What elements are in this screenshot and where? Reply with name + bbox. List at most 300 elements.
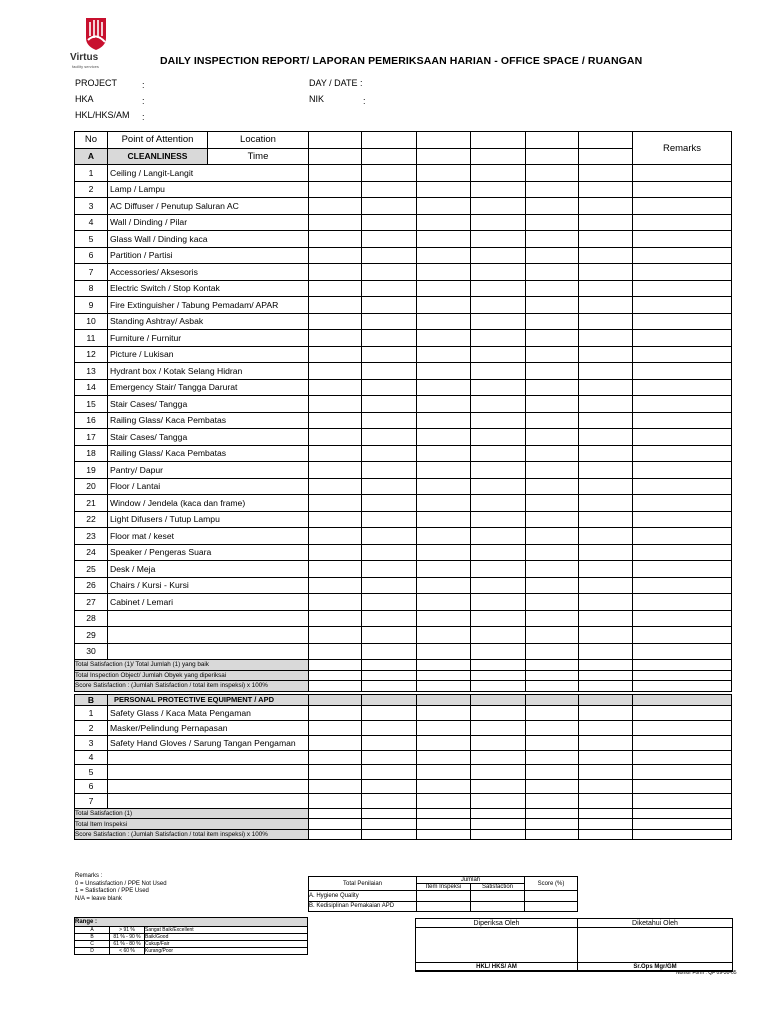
check-cell[interactable]: [417, 264, 471, 281]
check-cell[interactable]: [526, 819, 579, 830]
check-cell[interactable]: [471, 264, 526, 281]
check-cell[interactable]: [417, 779, 471, 794]
check-cell[interactable]: [633, 528, 732, 545]
check-cell[interactable]: [633, 313, 732, 330]
check-cell[interactable]: [417, 544, 471, 561]
check-cell[interactable]: [633, 660, 732, 671]
check-cell[interactable]: [526, 379, 579, 396]
check-cell[interactable]: [526, 577, 579, 594]
check-cell[interactable]: [633, 735, 732, 750]
check-cell[interactable]: [309, 735, 362, 750]
check-cell[interactable]: [526, 750, 579, 765]
check-cell[interactable]: [633, 594, 732, 611]
check-cell[interactable]: [417, 660, 471, 671]
check-cell[interactable]: [633, 379, 732, 396]
check-cell[interactable]: [417, 681, 471, 692]
check-cell[interactable]: [309, 561, 362, 578]
check-cell[interactable]: [526, 660, 579, 671]
check-cell[interactable]: [309, 363, 362, 380]
check-cell[interactable]: [417, 181, 471, 198]
check-cell[interactable]: [309, 544, 362, 561]
check-cell[interactable]: [471, 412, 526, 429]
check-cell[interactable]: [633, 511, 732, 528]
check-cell[interactable]: [579, 231, 633, 248]
check-cell[interactable]: [471, 495, 526, 512]
check-cell[interactable]: [417, 829, 471, 840]
check-cell[interactable]: [309, 681, 362, 692]
check-cell[interactable]: [579, 765, 633, 780]
check-cell[interactable]: [526, 165, 579, 182]
check-cell[interactable]: [362, 794, 417, 809]
check-cell[interactable]: [417, 346, 471, 363]
check-cell[interactable]: [579, 495, 633, 512]
check-cell[interactable]: [471, 511, 526, 528]
check-cell[interactable]: [471, 808, 526, 819]
check-cell[interactable]: [417, 313, 471, 330]
check-cell[interactable]: [633, 396, 732, 413]
check-cell[interactable]: [633, 363, 732, 380]
check-cell[interactable]: [579, 829, 633, 840]
check-cell[interactable]: [526, 264, 579, 281]
check-cell[interactable]: [633, 198, 732, 215]
check-cell[interactable]: [633, 445, 732, 462]
check-cell[interactable]: [417, 478, 471, 495]
check-cell[interactable]: [526, 429, 579, 446]
check-cell[interactable]: [362, 264, 417, 281]
check-cell[interactable]: [309, 445, 362, 462]
check-cell[interactable]: [633, 544, 732, 561]
check-cell[interactable]: [417, 297, 471, 314]
check-cell[interactable]: [362, 445, 417, 462]
check-cell[interactable]: [526, 643, 579, 660]
check-cell[interactable]: [579, 750, 633, 765]
check-cell[interactable]: [471, 829, 526, 840]
check-cell[interactable]: [526, 445, 579, 462]
check-cell[interactable]: [579, 819, 633, 830]
check-cell[interactable]: [417, 627, 471, 644]
check-cell[interactable]: [362, 396, 417, 413]
check-cell[interactable]: [633, 577, 732, 594]
check-cell[interactable]: [362, 627, 417, 644]
check-cell[interactable]: [633, 627, 732, 644]
check-cell[interactable]: [633, 610, 732, 627]
check-cell[interactable]: [526, 735, 579, 750]
check-cell[interactable]: [362, 808, 417, 819]
check-cell[interactable]: [362, 511, 417, 528]
check-cell[interactable]: [579, 280, 633, 297]
check-cell[interactable]: [633, 829, 732, 840]
time-slot-3[interactable]: [417, 132, 471, 149]
check-cell[interactable]: [362, 478, 417, 495]
check-cell[interactable]: [417, 280, 471, 297]
check-cell[interactable]: [417, 396, 471, 413]
check-cell[interactable]: [471, 544, 526, 561]
check-cell[interactable]: [579, 198, 633, 215]
check-cell[interactable]: [417, 379, 471, 396]
check-cell[interactable]: [362, 735, 417, 750]
check-cell[interactable]: [362, 750, 417, 765]
check-cell[interactable]: [579, 808, 633, 819]
check-cell[interactable]: [579, 681, 633, 692]
check-cell[interactable]: [633, 412, 732, 429]
check-cell[interactable]: [309, 346, 362, 363]
check-cell[interactable]: [362, 779, 417, 794]
check-cell[interactable]: [362, 297, 417, 314]
check-cell[interactable]: [417, 495, 471, 512]
check-cell[interactable]: [362, 181, 417, 198]
check-cell[interactable]: [309, 829, 362, 840]
check-cell[interactable]: [309, 670, 362, 681]
check-cell[interactable]: [362, 247, 417, 264]
check-cell[interactable]: [362, 705, 417, 720]
check-cell[interactable]: [526, 594, 579, 611]
check-cell[interactable]: [526, 705, 579, 720]
check-cell[interactable]: [309, 765, 362, 780]
check-cell[interactable]: [362, 495, 417, 512]
check-cell[interactable]: [526, 808, 579, 819]
check-cell[interactable]: [309, 181, 362, 198]
check-cell[interactable]: [633, 280, 732, 297]
check-cell[interactable]: [579, 610, 633, 627]
check-cell[interactable]: [526, 794, 579, 809]
check-cell[interactable]: [526, 511, 579, 528]
check-cell[interactable]: [579, 297, 633, 314]
check-cell[interactable]: [417, 165, 471, 182]
check-cell[interactable]: [579, 330, 633, 347]
check-cell[interactable]: [309, 511, 362, 528]
check-cell[interactable]: [633, 462, 732, 479]
check-cell[interactable]: [417, 330, 471, 347]
check-cell[interactable]: [633, 297, 732, 314]
check-cell[interactable]: [309, 643, 362, 660]
check-cell[interactable]: [471, 610, 526, 627]
check-cell[interactable]: [526, 247, 579, 264]
check-cell[interactable]: [579, 396, 633, 413]
check-cell[interactable]: [579, 264, 633, 281]
check-cell[interactable]: [309, 379, 362, 396]
check-cell[interactable]: [526, 610, 579, 627]
check-cell[interactable]: [579, 478, 633, 495]
check-cell[interactable]: [579, 379, 633, 396]
check-cell[interactable]: [526, 462, 579, 479]
check-cell[interactable]: [633, 346, 732, 363]
check-cell[interactable]: [309, 165, 362, 182]
check-cell[interactable]: [471, 627, 526, 644]
check-cell[interactable]: [471, 681, 526, 692]
check-cell[interactable]: [417, 561, 471, 578]
check-cell[interactable]: [417, 462, 471, 479]
check-cell[interactable]: [362, 610, 417, 627]
check-cell[interactable]: [309, 528, 362, 545]
check-cell[interactable]: [417, 750, 471, 765]
check-cell[interactable]: [362, 363, 417, 380]
check-cell[interactable]: [362, 765, 417, 780]
check-cell[interactable]: [309, 396, 362, 413]
check-cell[interactable]: [309, 280, 362, 297]
score-cell[interactable]: [471, 901, 525, 912]
check-cell[interactable]: [471, 330, 526, 347]
check-cell[interactable]: [633, 705, 732, 720]
check-cell[interactable]: [471, 478, 526, 495]
check-cell[interactable]: [526, 280, 579, 297]
check-cell[interactable]: [362, 429, 417, 446]
check-cell[interactable]: [417, 445, 471, 462]
check-cell[interactable]: [526, 779, 579, 794]
check-cell[interactable]: [579, 363, 633, 380]
check-cell[interactable]: [362, 412, 417, 429]
check-cell[interactable]: [362, 313, 417, 330]
check-cell[interactable]: [417, 735, 471, 750]
check-cell[interactable]: [579, 643, 633, 660]
check-cell[interactable]: [579, 660, 633, 671]
check-cell[interactable]: [309, 660, 362, 671]
check-cell[interactable]: [309, 627, 362, 644]
check-cell[interactable]: [579, 779, 633, 794]
check-cell[interactable]: [579, 346, 633, 363]
check-cell[interactable]: [362, 561, 417, 578]
time-slot-2[interactable]: [362, 132, 417, 149]
check-cell[interactable]: [417, 794, 471, 809]
time-slot-1[interactable]: [309, 132, 362, 149]
check-cell[interactable]: [417, 412, 471, 429]
check-cell[interactable]: [471, 445, 526, 462]
check-cell[interactable]: [526, 544, 579, 561]
check-cell[interactable]: [633, 765, 732, 780]
score-cell[interactable]: [471, 891, 525, 902]
check-cell[interactable]: [362, 231, 417, 248]
score-cell[interactable]: [525, 901, 578, 912]
check-cell[interactable]: [309, 231, 362, 248]
check-cell[interactable]: [417, 594, 471, 611]
check-cell[interactable]: [471, 705, 526, 720]
check-cell[interactable]: [633, 681, 732, 692]
score-cell[interactable]: [417, 891, 471, 902]
check-cell[interactable]: [309, 495, 362, 512]
check-cell[interactable]: [633, 247, 732, 264]
check-cell[interactable]: [471, 794, 526, 809]
check-cell[interactable]: [579, 412, 633, 429]
check-cell[interactable]: [417, 429, 471, 446]
check-cell[interactable]: [471, 750, 526, 765]
check-cell[interactable]: [471, 280, 526, 297]
check-cell[interactable]: [471, 670, 526, 681]
check-cell[interactable]: [417, 528, 471, 545]
check-cell[interactable]: [309, 750, 362, 765]
check-cell[interactable]: [309, 610, 362, 627]
check-cell[interactable]: [633, 720, 732, 735]
check-cell[interactable]: [417, 705, 471, 720]
check-cell[interactable]: [579, 214, 633, 231]
check-cell[interactable]: [579, 670, 633, 681]
check-cell[interactable]: [633, 330, 732, 347]
check-cell[interactable]: [526, 765, 579, 780]
check-cell[interactable]: [526, 214, 579, 231]
check-cell[interactable]: [309, 330, 362, 347]
check-cell[interactable]: [579, 313, 633, 330]
check-cell[interactable]: [417, 247, 471, 264]
check-cell[interactable]: [526, 627, 579, 644]
check-cell[interactable]: [633, 794, 732, 809]
check-cell[interactable]: [417, 670, 471, 681]
check-cell[interactable]: [309, 462, 362, 479]
check-cell[interactable]: [471, 181, 526, 198]
check-cell[interactable]: [471, 198, 526, 215]
check-cell[interactable]: [362, 330, 417, 347]
check-cell[interactable]: [362, 720, 417, 735]
check-cell[interactable]: [309, 297, 362, 314]
check-cell[interactable]: [471, 165, 526, 182]
check-cell[interactable]: [309, 720, 362, 735]
check-cell[interactable]: [362, 462, 417, 479]
check-cell[interactable]: [417, 577, 471, 594]
check-cell[interactable]: [362, 577, 417, 594]
check-cell[interactable]: [633, 561, 732, 578]
check-cell[interactable]: [471, 231, 526, 248]
check-cell[interactable]: [471, 396, 526, 413]
check-cell[interactable]: [471, 247, 526, 264]
check-cell[interactable]: [471, 819, 526, 830]
check-cell[interactable]: [579, 627, 633, 644]
check-cell[interactable]: [309, 247, 362, 264]
check-cell[interactable]: [417, 610, 471, 627]
check-cell[interactable]: [633, 750, 732, 765]
check-cell[interactable]: [526, 829, 579, 840]
check-cell[interactable]: [579, 720, 633, 735]
check-cell[interactable]: [579, 429, 633, 446]
check-cell[interactable]: [417, 765, 471, 780]
check-cell[interactable]: [526, 495, 579, 512]
check-cell[interactable]: [362, 528, 417, 545]
check-cell[interactable]: [526, 181, 579, 198]
check-cell[interactable]: [362, 643, 417, 660]
time-slot-6[interactable]: [579, 132, 633, 149]
check-cell[interactable]: [526, 297, 579, 314]
check-cell[interactable]: [417, 363, 471, 380]
check-cell[interactable]: [471, 577, 526, 594]
check-cell[interactable]: [579, 594, 633, 611]
check-cell[interactable]: [309, 594, 362, 611]
check-cell[interactable]: [309, 478, 362, 495]
check-cell[interactable]: [579, 181, 633, 198]
check-cell[interactable]: [417, 808, 471, 819]
check-cell[interactable]: [526, 346, 579, 363]
check-cell[interactable]: [579, 735, 633, 750]
check-cell[interactable]: [362, 660, 417, 671]
time-slot-4[interactable]: [471, 132, 526, 149]
check-cell[interactable]: [633, 495, 732, 512]
check-cell[interactable]: [362, 198, 417, 215]
check-cell[interactable]: [309, 577, 362, 594]
check-cell[interactable]: [633, 670, 732, 681]
check-cell[interactable]: [633, 214, 732, 231]
check-cell[interactable]: [471, 643, 526, 660]
check-cell[interactable]: [309, 313, 362, 330]
check-cell[interactable]: [362, 379, 417, 396]
check-cell[interactable]: [309, 819, 362, 830]
check-cell[interactable]: [309, 214, 362, 231]
check-cell[interactable]: [579, 445, 633, 462]
check-cell[interactable]: [362, 214, 417, 231]
time-slot-5[interactable]: [526, 132, 579, 149]
check-cell[interactable]: [471, 462, 526, 479]
check-cell[interactable]: [579, 794, 633, 809]
check-cell[interactable]: [579, 544, 633, 561]
check-cell[interactable]: [526, 561, 579, 578]
check-cell[interactable]: [471, 363, 526, 380]
check-cell[interactable]: [309, 779, 362, 794]
check-cell[interactable]: [471, 561, 526, 578]
check-cell[interactable]: [633, 231, 732, 248]
check-cell[interactable]: [362, 819, 417, 830]
check-cell[interactable]: [633, 779, 732, 794]
check-cell[interactable]: [362, 594, 417, 611]
check-cell[interactable]: [471, 297, 526, 314]
check-cell[interactable]: [526, 396, 579, 413]
check-cell[interactable]: [579, 165, 633, 182]
check-cell[interactable]: [633, 165, 732, 182]
check-cell[interactable]: [579, 528, 633, 545]
check-cell[interactable]: [579, 247, 633, 264]
check-cell[interactable]: [633, 643, 732, 660]
check-cell[interactable]: [633, 819, 732, 830]
diperiksa-signature-box[interactable]: [416, 928, 578, 963]
check-cell[interactable]: [526, 198, 579, 215]
check-cell[interactable]: [471, 594, 526, 611]
check-cell[interactable]: [309, 412, 362, 429]
score-cell[interactable]: [525, 891, 578, 902]
check-cell[interactable]: [417, 511, 471, 528]
check-cell[interactable]: [309, 705, 362, 720]
check-cell[interactable]: [526, 681, 579, 692]
check-cell[interactable]: [471, 660, 526, 671]
check-cell[interactable]: [579, 705, 633, 720]
check-cell[interactable]: [471, 779, 526, 794]
check-cell[interactable]: [526, 330, 579, 347]
check-cell[interactable]: [471, 313, 526, 330]
check-cell[interactable]: [309, 264, 362, 281]
check-cell[interactable]: [471, 429, 526, 446]
check-cell[interactable]: [471, 379, 526, 396]
check-cell[interactable]: [471, 528, 526, 545]
check-cell[interactable]: [526, 313, 579, 330]
check-cell[interactable]: [633, 478, 732, 495]
check-cell[interactable]: [471, 720, 526, 735]
check-cell[interactable]: [579, 561, 633, 578]
check-cell[interactable]: [526, 412, 579, 429]
check-cell[interactable]: [309, 808, 362, 819]
score-cell[interactable]: [417, 901, 471, 912]
check-cell[interactable]: [633, 264, 732, 281]
check-cell[interactable]: [417, 720, 471, 735]
check-cell[interactable]: [417, 819, 471, 830]
check-cell[interactable]: [309, 794, 362, 809]
check-cell[interactable]: [633, 808, 732, 819]
check-cell[interactable]: [362, 280, 417, 297]
check-cell[interactable]: [526, 231, 579, 248]
check-cell[interactable]: [579, 511, 633, 528]
check-cell[interactable]: [362, 544, 417, 561]
check-cell[interactable]: [633, 181, 732, 198]
check-cell[interactable]: [526, 478, 579, 495]
check-cell[interactable]: [309, 429, 362, 446]
check-cell[interactable]: [417, 198, 471, 215]
diketahui-signature-box[interactable]: [578, 928, 733, 963]
check-cell[interactable]: [362, 681, 417, 692]
check-cell[interactable]: [362, 165, 417, 182]
check-cell[interactable]: [526, 670, 579, 681]
check-cell[interactable]: [526, 720, 579, 735]
check-cell[interactable]: [579, 462, 633, 479]
